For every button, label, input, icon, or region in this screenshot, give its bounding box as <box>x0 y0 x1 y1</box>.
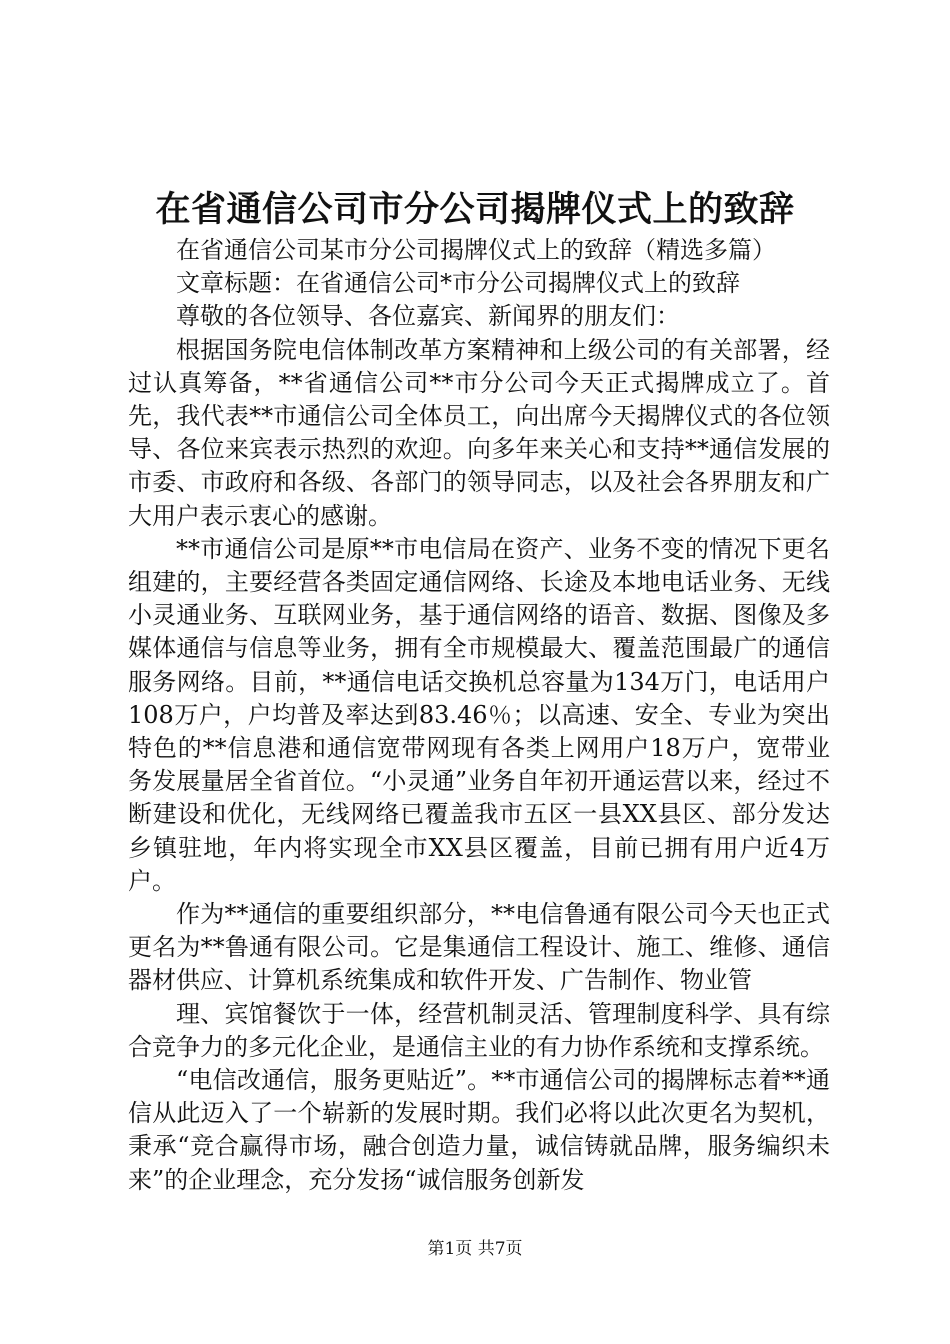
paragraph-subtitle: 在省通信公司某市分公司揭牌仪式上的致辞（精选多篇） <box>176 236 776 264</box>
paragraph-body: 根据国务院电信体制改革方案精神和上级公司的有关部署，经过认真筹备，**省通信公司**市分公司今天正式揭牌成立了。首先，我代表**市通信公司全体员工，向出席今天揭牌仪式的各位领导、各位来宾表示热烈的欢迎。向多年来关心和支持**通信发展的市委、市政府和各级、各部门的领导同志，以及社会各界朋友和广大用户表示衷心的感谢。 <box>128 335 830 530</box>
paragraph-article-title: 文章标题：在省通信公司*市分公司揭牌仪式上的致辞 <box>176 269 740 298</box>
paragraph-salutation: 尊敬的各位领导、各位嘉宾、新闻界的朋友们： <box>176 302 680 331</box>
document-body <box>128 234 830 1197</box>
document-title: 在省通信公司市分公司揭牌仪式上的致辞 <box>155 189 795 230</box>
paragraph-body: **市通信公司是原**市电信局在资产、业务不变的情况下更名组建的，主要经营各类固定通信网络、长途及本地电话业务、无线小灵通业务、互联网业务，基于通信网络的语音、数据、图像及多媒体通信与信息等业务，拥有全市规模最大、覆盖范围最广的通信服务网络。目前，**通信电话交换机总容量为134万门，电话用户108万户，户均普及率达到83.46％；以高速、安全、专业为突出特色的**信息港和通信宽带网现有各类上网用户18万户，宽带业务发展量居全省首位。“小灵通”业务自年初开通运营以来，经过不断建设和优化，无线网络已覆盖我市五区一县XX县区、部分发达乡镇驻地，年内将实现全市XX县区覆盖，目前已拥有用户近4万户。 <box>128 534 830 895</box>
page-number-footer: 第1页 共7页 <box>427 1239 523 1259</box>
paragraph-body: 理、宾馆餐饮于一体，经营机制灵活、管理制度科学、具有综合竞争力的多元化企业，是通信主业的有力协作系统和支撑系统。 <box>128 999 830 1061</box>
paragraph-body: 作为**通信的重要组织部分，**电信鲁通有限公司今天也正式更名为**鲁通有限公司。它是集通信工程设计、施工、维修、通信器材供应、计算机系统集成和软件开发、广告制作、物业管 <box>128 900 830 995</box>
paragraph-body: “电信改通信，服务更贴近”。**市通信公司的揭牌标志着**通信从此迈入了一个崭新的发展时期。我们必将以此次更名为契机，秉承“竞合赢得市场，融合创造力量，诚信铸就品牌，服务编织未来”的企业理念，充分发扬“诚信服务创新发 <box>128 1066 830 1194</box>
